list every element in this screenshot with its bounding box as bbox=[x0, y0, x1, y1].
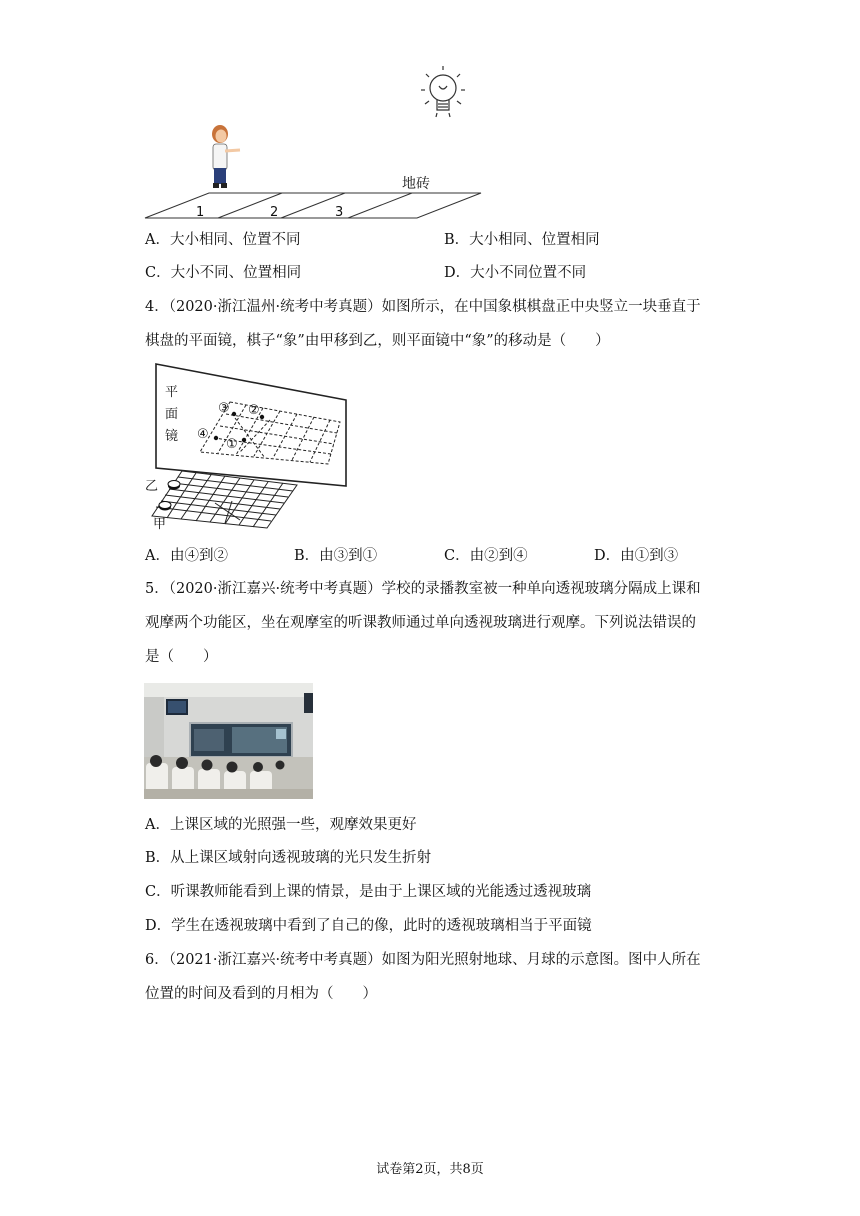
svg-text:面: 面 bbox=[165, 407, 179, 422]
svg-text:甲: 甲 bbox=[153, 517, 167, 532]
q6-stem-line: 位置的时间及看到的月相为（ ） bbox=[145, 986, 377, 1002]
page-footer: 试卷第2页，共8页 bbox=[376, 1162, 484, 1177]
svg-text:平: 平 bbox=[165, 385, 179, 400]
q5-option-d[interactable]: D．学生在透视玻璃中看到了自己的像，此时的透视玻璃相当于平面镜 bbox=[145, 918, 592, 934]
q6-stem-line: 6．（2021·浙江嘉兴·统考中考真题）如图为阳光照射地球、月球的示意图。图中人所在 bbox=[145, 952, 701, 968]
classroom-photo bbox=[144, 683, 313, 799]
q4-stem-line: 棋盘的平面镜，棋子“象”由甲移到乙，则平面镜中“象”的移动是（ ） bbox=[145, 333, 610, 349]
svg-text:镜: 镜 bbox=[165, 429, 179, 444]
q5-option-c[interactable]: C．听课教师能看到上课的情景，是由于上课区域的光能透过透视玻璃 bbox=[145, 884, 592, 900]
svg-text:乙: 乙 bbox=[145, 479, 159, 494]
q4-option-a[interactable]: A．由④到② bbox=[145, 548, 228, 564]
q3-figure bbox=[140, 60, 490, 225]
svg-text:①: ① bbox=[226, 437, 238, 452]
svg-text:④: ④ bbox=[197, 427, 209, 442]
q3-option-a[interactable]: A．大小相同、位置不同 bbox=[145, 232, 301, 248]
q5-stem-line: 观摩两个功能区，坐在观摩室的听课教师通过单向透视玻璃进行观摩。下列说法错误的 bbox=[145, 615, 696, 631]
q4-figure bbox=[140, 360, 355, 535]
q5-option-a[interactable]: A．上课区域的光照强一些，观摩效果更好 bbox=[145, 817, 417, 833]
light-bulb-icon bbox=[421, 66, 465, 117]
tile-number: 3 bbox=[335, 205, 344, 220]
person-icon bbox=[212, 125, 240, 188]
q5-stem-line: 5．（2020·浙江嘉兴·统考中考真题）学校的录播教室被一种单向透视玻璃分隔成上课和 bbox=[145, 581, 701, 597]
q4-option-b[interactable]: B．由③到① bbox=[294, 548, 378, 564]
q3-option-b[interactable]: B．大小相同、位置相同 bbox=[444, 232, 600, 248]
q5-stem-line: 是（ ） bbox=[145, 649, 218, 665]
svg-text:③: ③ bbox=[218, 401, 230, 416]
q4-stem-line: 4．（2020·浙江温州·统考中考真题）如图所示，在中国象棋棋盘正中央竖立一块垂直于 bbox=[145, 299, 701, 315]
chess-piece-icon bbox=[168, 481, 180, 490]
q3-option-c[interactable]: C．大小不同、位置相同 bbox=[145, 265, 302, 281]
tile-number: 1 bbox=[196, 205, 205, 220]
tile-number: 2 bbox=[270, 205, 279, 220]
q4-option-d[interactable]: D．由①到③ bbox=[594, 548, 679, 564]
svg-text:②: ② bbox=[248, 403, 260, 418]
mirror bbox=[156, 364, 346, 486]
q4-option-c[interactable]: C．由②到④ bbox=[444, 548, 528, 564]
q5-option-b[interactable]: B．从上课区域射向透视玻璃的光只发生折射 bbox=[145, 850, 432, 866]
q3-option-d[interactable]: D．大小不同位置不同 bbox=[444, 265, 587, 281]
chess-piece-icon bbox=[159, 502, 171, 511]
floor-label: 地砖 bbox=[402, 176, 430, 192]
